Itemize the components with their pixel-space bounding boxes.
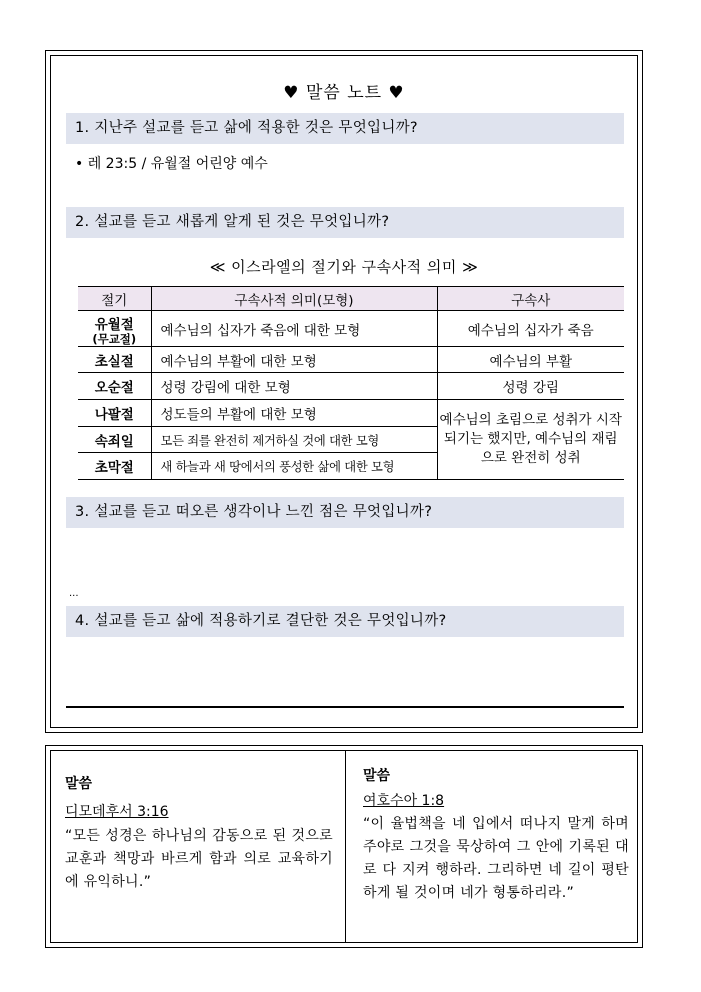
feast-table bbox=[78, 286, 624, 480]
feast-name: 초막절 bbox=[78, 453, 151, 480]
question-1: 1. 지난주 설교를 듣고 삶에 적용한 것은 무엇입니까? bbox=[66, 113, 624, 144]
sermon-note-inner-border bbox=[50, 55, 638, 728]
feast-name: 오순절 bbox=[78, 373, 151, 400]
header-feast: 절기 bbox=[78, 287, 151, 311]
feast-name: 초실절 bbox=[78, 347, 151, 373]
feast-name-sub: (무교절) bbox=[92, 331, 137, 346]
feast-redemption-merged: 예수님의 초림으로 성취가 시작되기는 했지만, 예수님의 재림으로 완전히 성취 bbox=[437, 400, 624, 480]
verse-text: “이 율법책을 네 입에서 떠나지 말게 하며 주야로 그것을 묵상하여 그 안에 기록된 대로 다 지켜 행하라. 그리하면 네 길이 평탄하게 될 것이며 네가 형통하리라.” bbox=[363, 816, 629, 901]
feast-meaning: 예수님의 부활에 대한 모형 bbox=[151, 347, 437, 373]
ellipsis-mark: ··· bbox=[69, 591, 79, 602]
feast-redemption: 예수님의 부활 bbox=[437, 347, 624, 373]
question-2: 2. 설교를 듣고 새롭게 알게 된 것은 무엇입니까? bbox=[66, 207, 624, 238]
feast-redemption: 예수님의 십자가 죽음 bbox=[437, 311, 624, 347]
feast-name: 나팔절 bbox=[78, 400, 151, 427]
header-redemption-history: 구속사 bbox=[437, 287, 624, 311]
feast-name-main: 유월절 bbox=[94, 316, 134, 333]
feast-table-header-row bbox=[78, 287, 624, 311]
table-row bbox=[78, 400, 624, 427]
feast-meaning: 예수님의 십자가 죽음에 대한 모형 bbox=[151, 311, 437, 347]
feast-table-title: ≪ 이스라엘의 절기와 구속사적 의미 ≫ bbox=[209, 258, 479, 276]
table-row bbox=[78, 311, 624, 347]
answer-line bbox=[66, 706, 624, 708]
verse-panel bbox=[45, 745, 643, 948]
feast-name: 속죄일 bbox=[78, 427, 151, 453]
verse-card-right bbox=[363, 751, 629, 905]
verse-label: 말씀 bbox=[65, 776, 93, 792]
question-3: 3. 설교를 듣고 떠오른 생각이나 느낀 점은 무엇입니까? bbox=[66, 497, 624, 528]
verse-reference: 여호수아 1:8 bbox=[363, 793, 445, 809]
question-1-answer: • 레 23:5 / 유월절 어린양 예수 bbox=[75, 156, 268, 172]
verse-text: “모든 성경은 하나님의 감동으로 된 것으로 교훈과 책망과 바르게 함과 의로 교육하기에 유익하니.” bbox=[65, 828, 333, 890]
verse-inner-border bbox=[50, 750, 638, 943]
verse-divider bbox=[345, 751, 346, 942]
verse-reference: 디모데후서 3:16 bbox=[65, 804, 169, 820]
table-row bbox=[78, 373, 624, 400]
feast-meaning: 성도들의 부활에 대한 모형 bbox=[151, 400, 437, 427]
question-4: 4. 설교를 듣고 삶에 적용하기로 결단한 것은 무엇입니까? bbox=[66, 606, 624, 637]
note-title: ♥ 말씀 노트 ♥ bbox=[283, 83, 405, 103]
verse-label: 말씀 bbox=[363, 768, 391, 784]
feast-meaning: 성령 강림에 대한 모형 bbox=[151, 373, 437, 400]
table-row bbox=[78, 347, 624, 373]
feast-redemption: 성령 강림 bbox=[437, 373, 624, 400]
feast-meaning: 새 하늘과 새 땅에서의 풍성한 삶에 대한 모형 bbox=[151, 453, 437, 480]
header-meaning: 구속사적 의미(모형) bbox=[151, 287, 437, 311]
verse-card-left bbox=[65, 751, 333, 894]
feast-meaning: 모든 죄를 완전히 제거하실 것에 대한 모형 bbox=[151, 427, 437, 453]
sermon-note-panel bbox=[45, 50, 643, 733]
feast-name bbox=[78, 311, 151, 347]
